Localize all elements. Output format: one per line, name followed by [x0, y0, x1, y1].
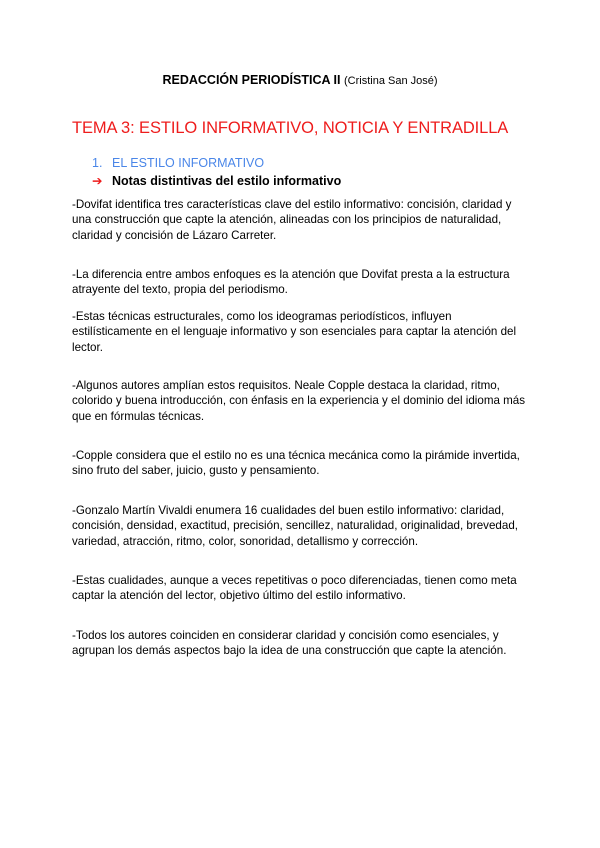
author-name: (Cristina San José) [343, 75, 438, 87]
paragraph-conclusion: -Todos los autores coinciden en considerar claridad y concisión como esenciales, y agrupan los demás aspectos bajo la idea de una construcción que capte la atención. [72, 629, 507, 658]
paragraph-difference: -La diferencia entre ambos enfoques es la atención que Dovifat presta a la estructura atrayente del texto, propia del periodismo. [72, 268, 510, 297]
paragraph-copple: -Algunos autores amplían estos requisitos. Neale Copple destaca la claridad, ritmo, colorido y buena introducción, con énfasis en la experiencia y el dominio del idioma más que en fórmulas técnicas. [72, 379, 526, 423]
subsection-heading [92, 173, 341, 188]
course-title: REDACCIÓN PERIODÍSTICA II [162, 73, 341, 87]
document-header [0, 73, 600, 87]
paragraph-techniques: -Estas técnicas estructurales, como los ideogramas periodísticos, influyen estilísticamente en el lenguaje informativo y son esenciales para captar la atención del lector. [72, 310, 517, 354]
paragraph-dovifat: -Dovifat identifica tres características clave del estilo informativo: concisión, claridad y una construcción que capte la atención, alineadas con los principios de naturalidad, claridad y concisión de Lázaro Carreter. [72, 198, 512, 242]
section-number: 1. [92, 156, 103, 170]
paragraph-qualities: -Estas cualidades, aunque a veces repetitivas o poco diferenciadas, tienen como meta captar la atención del lector, objetivo último del estilo informativo. [72, 574, 517, 603]
section-title: EL ESTILO INFORMATIVO [112, 156, 265, 170]
arrow-right-icon: ➔ [92, 174, 103, 188]
paragraph-vivaldi: -Gonzalo Martín Vivaldi enumera 16 cualidades del buen estilo informativo: claridad, concisión, densidad, exactitud, precisión, sencillez, naturalidad, originalidad, brevedad, variedad, atracción, ritmo, color, sonoridad, detallismo y corrección. [72, 504, 518, 548]
section-heading [92, 156, 264, 170]
topic-title: TEMA 3: ESTILO INFORMATIVO, NOTICIA Y ENTRADILLA [72, 119, 509, 137]
subsection-title: Notas distintivas del estilo informativo [112, 174, 342, 188]
paragraph-copple-style: -Copple considera que el estilo no es una técnica mecánica como la pirámide invertida, sino fruto del saber, juicio, gusto y pensamiento. [72, 449, 520, 478]
